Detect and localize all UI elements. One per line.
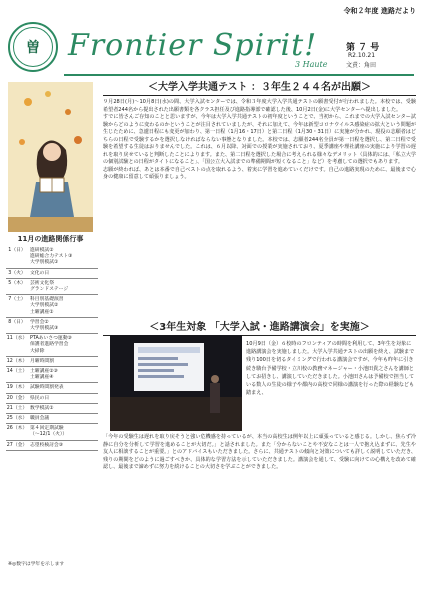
schedule-row (6, 334, 98, 357)
schedule-events (28, 383, 98, 392)
schedule-event: PTAあいさつ運動③ (30, 336, 72, 342)
schedule-row (6, 424, 98, 440)
schedule-date: 8（日） (8, 319, 26, 325)
schedule-row (6, 357, 98, 367)
schedule-event: 土曜講座②③ (30, 369, 58, 375)
school-emblem (8, 22, 58, 72)
schedule-row (6, 295, 98, 318)
article1-paragraph-1: ９月28日(月)〜10月8日(水)の間、大学入試センターでは、令和３年度大学入学共通テストの願書受付が行われました。本校では、受験希望者244名から提出された出願書類を各クラス担任及び進路指導部で確認した後、10月2日(金)に大学センターへ提出しました。 (103, 99, 416, 113)
schedule-row (6, 269, 98, 279)
schedule-event: 数学模試① (30, 405, 54, 411)
schedule-events (28, 404, 98, 413)
schedule-date: 26（木） (6, 426, 28, 432)
lecture-photo-svg (110, 335, 242, 431)
schedule-event: 試験時間割発表 (30, 385, 64, 391)
schedule-event: 進研模試② (30, 248, 54, 253)
issue-number: 第 ７ 号 (346, 43, 380, 53)
article1-paragraph-2: すでに皆さんご存知のことと思いますが、今年は大学入学共通テストの初年度ということで、当初から、これまでの大学入試センター試験からどのように変わるのかということが注目されていましたが、それに加えて、今年は新型コロナウイルス感染症の拡大という問題が生じたために、急遽日程にも変更が加わり、第一日程（1月16・17日）と第二日程（1月30・31日）に実施が分かれ、現役の志願者はどちらの日程で受験するかを選択しなければならない事態となりました。本校では、志願者244名全員が第一日程を選択し、第二日程で受験を希望する生徒はおりませんでした。これは、６月以降、対面での授業が実施されており、夏季講座や理社講座の実施により学習の遅れを取り戻せていると判断したことによります。また、第二日程を選択した場合に考えられる様々なデメリット（具体的には、「私立大学の個別試験との日程がタイトになること」、「国公立大入試までの準備期間が短くなること」など）を考慮しての選択でもあります。 (103, 114, 416, 165)
schedule-event: グランドステージ (30, 287, 69, 293)
school-emblem-text: 曽 (13, 27, 53, 67)
schedule-event: 文化の日 (30, 270, 50, 276)
schedule-events (28, 441, 98, 450)
schedule-events (28, 357, 98, 366)
issue-date: R2.10.21 (348, 52, 376, 59)
schedule-row (6, 441, 98, 451)
schedule-event: 保護者進路学習会 (30, 342, 69, 348)
schedule-event: 学習会② (30, 319, 49, 325)
schedule-event: （〜12/1（火）） (30, 432, 68, 438)
schedule-event: 土曜講座④ (30, 375, 54, 381)
schedule-events (28, 367, 98, 382)
schedule-note: ※◎数字は学年を示します (8, 562, 65, 567)
article1-heading: ＜大学入学共通テスト ：３年生２４４名が出願＞ (103, 78, 416, 96)
schedule-row (6, 404, 98, 414)
schedule-events (28, 246, 98, 268)
schedule-events (28, 295, 98, 317)
schedule-event: 芸術文化祭 (30, 280, 54, 286)
article2-paragraph-1: 10月9日（金）６校時のフロンティアの時間を利用して、3年生を対象に進路講演会を実施しました。大学入学共通テストの出願を終え、試験まで残り100日を切るタイミングで行われる講演会ですが、今年も昨年に引き続き駿台予備学校・立川校の教務マネージャー・小池田貴之さんを講師としてお招きし、講演していただきました。小池田さんは予備校で担当している数人の生徒の様子や都内の高校で同様の講演を行った際の経験なども踏まえ、 (246, 341, 415, 397)
schedule-event: 月曜時間割 (30, 358, 54, 364)
schedule-date: 25（水） (6, 416, 28, 422)
schedule-date: 20（金） (6, 395, 28, 401)
schedule-event: 大学別模試③ (30, 326, 59, 332)
schedule-date: 14（土） (6, 369, 28, 375)
lecture-photo (110, 335, 242, 431)
schedule-date: 11（水） (6, 336, 28, 342)
schedule-row (6, 383, 98, 393)
schedule-event: 県民の日 (30, 395, 50, 401)
schedule-event: 志望校検討会③ (30, 442, 64, 448)
schedule-event: 進研総合力テスト③ (30, 254, 73, 260)
schedule-row (6, 414, 98, 424)
schedule-date: 27（金） (6, 442, 28, 448)
article2-paragraph-2: 「今年の受験生は遅れを取り戻そうと強い危機感を持っているが、本当の高校生は例年以上に頑張っていると感じる。しかし、焦らず冷静に自分を分析して学習を進めることが大切だ。」と話されました。また「分からないことや不安なことは一人で抱え込まずに、先生や友人に相談することが重要。」とのアドバイスもいただきました。さらに、共通テストの傾向と対策についても詳しく説明していただき、残りの期間をどのように過ごすべきか、具体的な学習方法を示していただきました。講演会を通して、受験に向けての心構えを改めて確認し、最後まで諦めずに努力を続けることの大切さを学ぶことができました。 (103, 434, 416, 471)
event-schedule (6, 246, 98, 451)
schedule-event: 大学別模試① (30, 260, 59, 266)
header (0, 0, 424, 84)
schedule-event: 職員会議 (30, 416, 50, 422)
schedule-events (28, 394, 98, 403)
schedule-row (6, 246, 98, 269)
newsletter-subtitle: 3 Haute (295, 60, 328, 69)
schedule-row (6, 394, 98, 404)
sidebar-title: 11月の進路関係行事 (17, 235, 84, 243)
schedule-event: 科目別基礎演習 (30, 297, 64, 303)
schedule-date: 3（火） (8, 270, 26, 276)
schedule-date: 12（木） (6, 358, 28, 364)
schedule-row (6, 279, 98, 295)
schedule-events (28, 334, 98, 356)
schedule-date: 21（土） (6, 405, 28, 411)
header-divider (64, 74, 414, 76)
publication-name: 令和２年度 進路だより (343, 7, 416, 15)
article1-paragraph-3: 志願が終われば、あとは本番で自己ベストの点を取れるよう、着実に学習を進めていくだけです。自己の進路実現のために、最後まで心身の健康に留意して頑張りましょう。 (103, 166, 416, 180)
schedule-event: 土曜講座① (30, 309, 54, 315)
schedule-date: 7（土） (8, 297, 26, 303)
schedule-events (28, 279, 98, 294)
schedule-date: 1（日） (8, 248, 26, 253)
schedule-event: 大掃除 (30, 348, 45, 354)
schedule-events (28, 318, 98, 333)
schedule-events (28, 424, 98, 439)
schedule-event: 大学別模試② (30, 303, 59, 309)
article2-heading: ＜3年生対象 「大学入試・進路講演会」を実施＞ (103, 318, 416, 336)
schedule-date: 19（木） (6, 385, 28, 391)
schedule-date: 5（木） (8, 280, 26, 286)
author: 文責：角田 (346, 62, 377, 69)
schedule-events (28, 414, 98, 423)
schedule-row (6, 367, 98, 383)
article-common-test (103, 78, 416, 182)
newsletter-title: Frontier Spirit! (68, 28, 318, 63)
schedule-events (28, 269, 98, 278)
reading-girl-illustration (8, 82, 93, 232)
schedule-event: 第４回定期試験 (30, 426, 64, 432)
schedule-row (6, 318, 98, 334)
illustration-svg (8, 82, 93, 232)
